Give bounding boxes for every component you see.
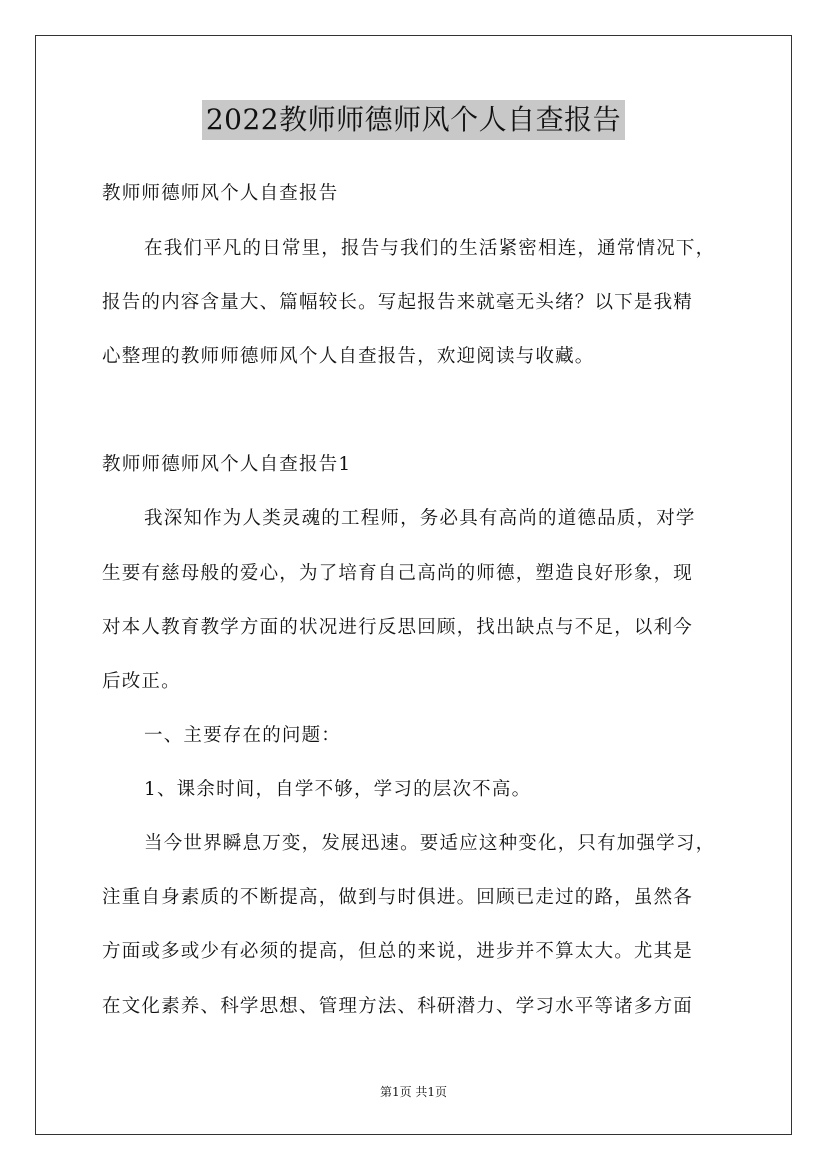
paragraph-line: 在文化素养、科学思想、管理方法、科研潜力、学习水平等诸多方面 [102, 996, 694, 1017]
page-footer: 第1页 共1页 [379, 1085, 448, 1099]
paragraph-line: 当今世界瞬息万变，发展迅速。要适应这种变化，只有加强学习， [144, 833, 716, 854]
subsection-heading: 一、主要存在的问题： [144, 725, 342, 746]
paragraph-line: 对本人教育教学方面的状况进行反思回顾，找出缺点与不足，以利今 [102, 617, 694, 638]
paragraph-line: 心整理的教师师德师风个人自查报告，欢迎阅读与收藏。 [102, 346, 595, 367]
paragraph-line: 注重自身素质的不断提高，做到与时俱进。回顾已走过的路，虽然各 [102, 887, 694, 908]
section-heading: 教师师德师风个人自查报告 [102, 183, 339, 204]
paragraph-line: 生要有慈母般的爱心，为了培育自己高尚的师德，塑造良好形象，现 [102, 563, 694, 584]
paragraph-line: 报告的内容含量大、篇幅较长。写起报告来就毫无头绪？以下是我精 [102, 292, 694, 313]
paragraph-line: 后改正。 [102, 671, 181, 692]
list-item: 1、课余时间，自学不够，学习的层次不高。 [144, 779, 532, 800]
paragraph-line: 我深知作为人类灵魂的工程师，务必具有高尚的道德品质，对学 [144, 508, 696, 529]
paragraph-line: 方面或多或少有必须的提高，但总的来说，进步并不算太大。尤其是 [102, 941, 694, 962]
section-heading: 教师师德师风个人自查报告1 [102, 454, 352, 475]
paragraph-line: 在我们平凡的日常里，报告与我们的生活紧密相连，通常情况下， [144, 238, 716, 259]
document-title: 2022教师师德师风个人自查报告 [202, 100, 625, 140]
title-container [0, 100, 827, 140]
